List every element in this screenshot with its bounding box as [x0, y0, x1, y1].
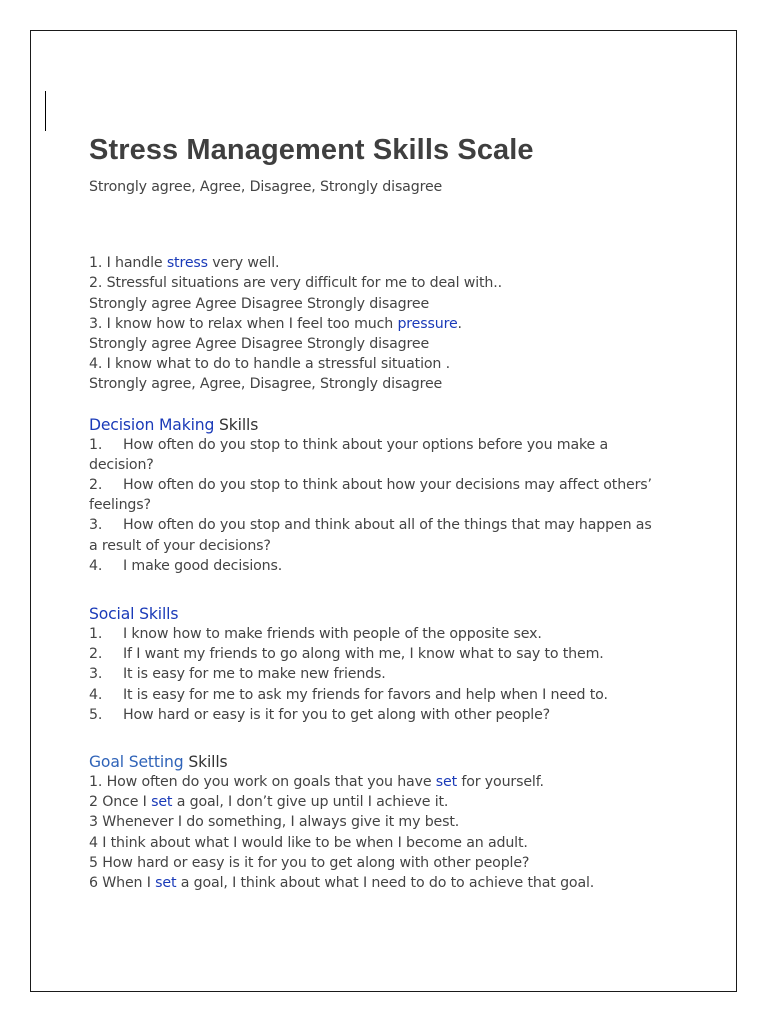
- list-text: How often do you stop to think about how your decisions may affect others’: [123, 477, 652, 494]
- list-number: 2.: [89, 646, 103, 663]
- decision-making-link[interactable]: Decision Making: [89, 415, 215, 434]
- set-link[interactable]: set: [155, 875, 177, 892]
- list-text: How often do you stop to think about your options before you make a: [123, 436, 609, 453]
- list-text: It is easy for me to make new friends.: [123, 666, 386, 683]
- page-title: Stress Management Skills Scale: [89, 134, 534, 166]
- scale-legend: Strongly agree, Agree, Disagree, Strongly disagree: [89, 179, 443, 195]
- pressure-link[interactable]: pressure: [397, 315, 458, 332]
- text-cursor: [45, 91, 46, 131]
- list-text: decision?: [89, 456, 154, 473]
- list-number: 3.: [89, 517, 103, 534]
- decision-item: [89, 455, 729, 475]
- set-link[interactable]: set: [435, 774, 458, 791]
- list-number: 4.: [89, 557, 103, 574]
- goal-section: [89, 752, 729, 893]
- list-text: How often do you stop and think about all of the things that may happen as: [123, 517, 652, 534]
- list-text: How hard or easy is it for you to get along with other people?: [123, 706, 551, 723]
- goal-item-2: 2 Once I set a goal, I don’t give up until I achieve it.: [89, 794, 449, 811]
- stress-item-1: 1. I handle stress very well.: [89, 255, 280, 272]
- goal-item-3: 3 Whenever I do something, I always give it my best.: [89, 814, 460, 831]
- scale-options: Strongly agree Agree Disagree Strongly disagree: [89, 336, 430, 353]
- social-item: [89, 624, 729, 644]
- list-number: 1.: [89, 436, 103, 453]
- list-text: I know how to make friends with people of the opposite sex.: [123, 626, 542, 643]
- goal-item-6: 6 When I set a goal, I think about what I need to do to achieve that goal.: [89, 875, 595, 892]
- social-skills-link[interactable]: Social Skills: [89, 605, 179, 624]
- decision-item: [89, 435, 729, 455]
- goal-item-1: 1. How often do you work on goals that you have set for yourself.: [89, 774, 544, 791]
- list-number: 3.: [89, 666, 103, 683]
- social-item: [89, 664, 729, 684]
- list-number: 2.: [89, 477, 103, 494]
- section-heading-decision: Decision Making Skills: [89, 415, 259, 434]
- section-heading-social: [89, 604, 729, 624]
- list-text: I make good decisions.: [123, 557, 283, 574]
- list-number: 5.: [89, 706, 103, 723]
- set-link[interactable]: set: [151, 794, 173, 811]
- goal-item-5: 5 How hard or easy is it for you to get along with other people?: [89, 854, 530, 871]
- goal-setting-link[interactable]: Goal Setting: [89, 753, 184, 772]
- list-number: 4.: [89, 686, 103, 703]
- list-text: a result of your decisions?: [89, 537, 271, 554]
- decision-item: [89, 475, 729, 495]
- social-item: [89, 705, 729, 725]
- social-item: [89, 685, 729, 705]
- list-number: 1.: [89, 626, 103, 643]
- goal-item-4: 4 I think about what I would like to be when I become an adult.: [89, 834, 528, 851]
- document-body[interactable]: [89, 131, 729, 893]
- scale-options: Strongly agree, Agree, Disagree, Strongly disagree: [89, 376, 443, 393]
- scale-options: Strongly agree Agree Disagree Strongly disagree: [89, 295, 430, 312]
- stress-link[interactable]: stress: [166, 255, 208, 272]
- stress-section: [89, 253, 729, 394]
- stress-item-4: 4. I know what to do to handle a stressful situation .: [89, 356, 450, 373]
- social-section: [89, 604, 729, 725]
- list-text: If I want my friends to go along with me, I know what to say to them.: [123, 646, 604, 663]
- decision-item: [89, 556, 729, 576]
- decision-section: [89, 415, 729, 576]
- decision-item: [89, 515, 729, 535]
- decision-item: [89, 536, 729, 556]
- section-heading-goal: Goal Setting Skills: [89, 753, 228, 772]
- stress-item-2: 2. Stressful situations are very difficult for me to deal with..: [89, 275, 502, 292]
- decision-item: [89, 495, 729, 515]
- stress-item-3: 3. I know how to relax when I feel too much pressure.: [89, 315, 462, 332]
- social-item: [89, 644, 729, 664]
- list-text: It is easy for me to ask my friends for favors and help when I need to.: [123, 686, 608, 703]
- list-text: feelings?: [89, 497, 151, 514]
